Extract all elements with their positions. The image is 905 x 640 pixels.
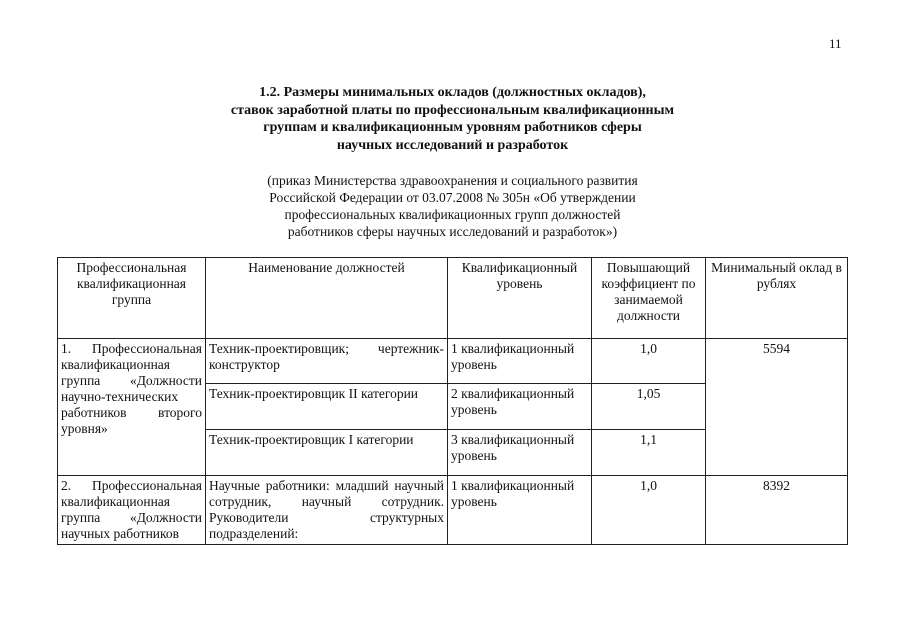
salary-cell: 8392 <box>706 476 848 545</box>
coefficient-cell: 1,1 <box>592 430 706 476</box>
order-reference <box>200 172 705 240</box>
section-heading <box>180 84 725 154</box>
position-cell: Техник-проектировщик; чертежник-конструктор <box>206 339 448 384</box>
coefficient-cell: 1,0 <box>592 476 706 545</box>
reference-line: работников сферы научных исследований и разработок») <box>287 224 618 239</box>
table-row <box>58 476 848 545</box>
column-header-position: Наименование должностей <box>206 258 448 339</box>
reference-line: Российской Федерации от 03.07.2008 № 305н «Об утверждении <box>269 190 636 205</box>
salary-cell: 5594 <box>706 339 848 476</box>
column-header-level: Квалификационный уровень <box>448 258 592 339</box>
table-header-row <box>58 258 848 339</box>
level-cell: 2 квалификационный уровень <box>448 384 592 430</box>
level-cell: 3 квалификационный уровень <box>448 430 592 476</box>
reference-line: (приказ Министерства здравоохранения и социального развития <box>267 173 638 188</box>
column-header-salary: Минимальный оклад в рублях <box>706 258 848 339</box>
group-cell: 1. Профессиональная квалификационная группа «Должности научно-технических работников второго уровня» <box>58 339 206 476</box>
heading-line: 1.2. Размеры минимальных окладов (должностных окладов), <box>259 85 646 100</box>
position-cell: Научные работники: младший научный сотрудник, научный сотрудник. Руководители структурных подразделений: <box>206 476 448 545</box>
column-header-coefficient: Повышающий коэффициент по занимаемой должности <box>592 258 706 339</box>
level-cell: 1 квалификационный уровень <box>448 476 592 545</box>
salary-table <box>57 257 848 545</box>
group-cell: 2. Профессиональная квалификационная группа «Должности научных работников <box>58 476 206 545</box>
coefficient-cell: 1,05 <box>592 384 706 430</box>
coefficient-cell: 1,0 <box>592 339 706 384</box>
heading-line: группам и квалификационным уровням работников сферы <box>263 120 642 135</box>
column-header-group: Профессиональная квалификационная группа <box>58 258 206 339</box>
position-cell: Техник-проектировщик I категории <box>206 430 448 476</box>
heading-line: ставок заработной платы по профессиональным квалификационным <box>230 102 675 118</box>
position-cell: Техник-проектировщик II категории <box>206 384 448 430</box>
heading-line: научных исследований и разработок <box>336 137 569 153</box>
reference-line: профессиональных квалификационных групп должностей <box>284 207 621 222</box>
level-cell: 1 квалификационный уровень <box>448 339 592 384</box>
table-row <box>58 339 848 384</box>
page-number: 11 <box>829 36 842 51</box>
